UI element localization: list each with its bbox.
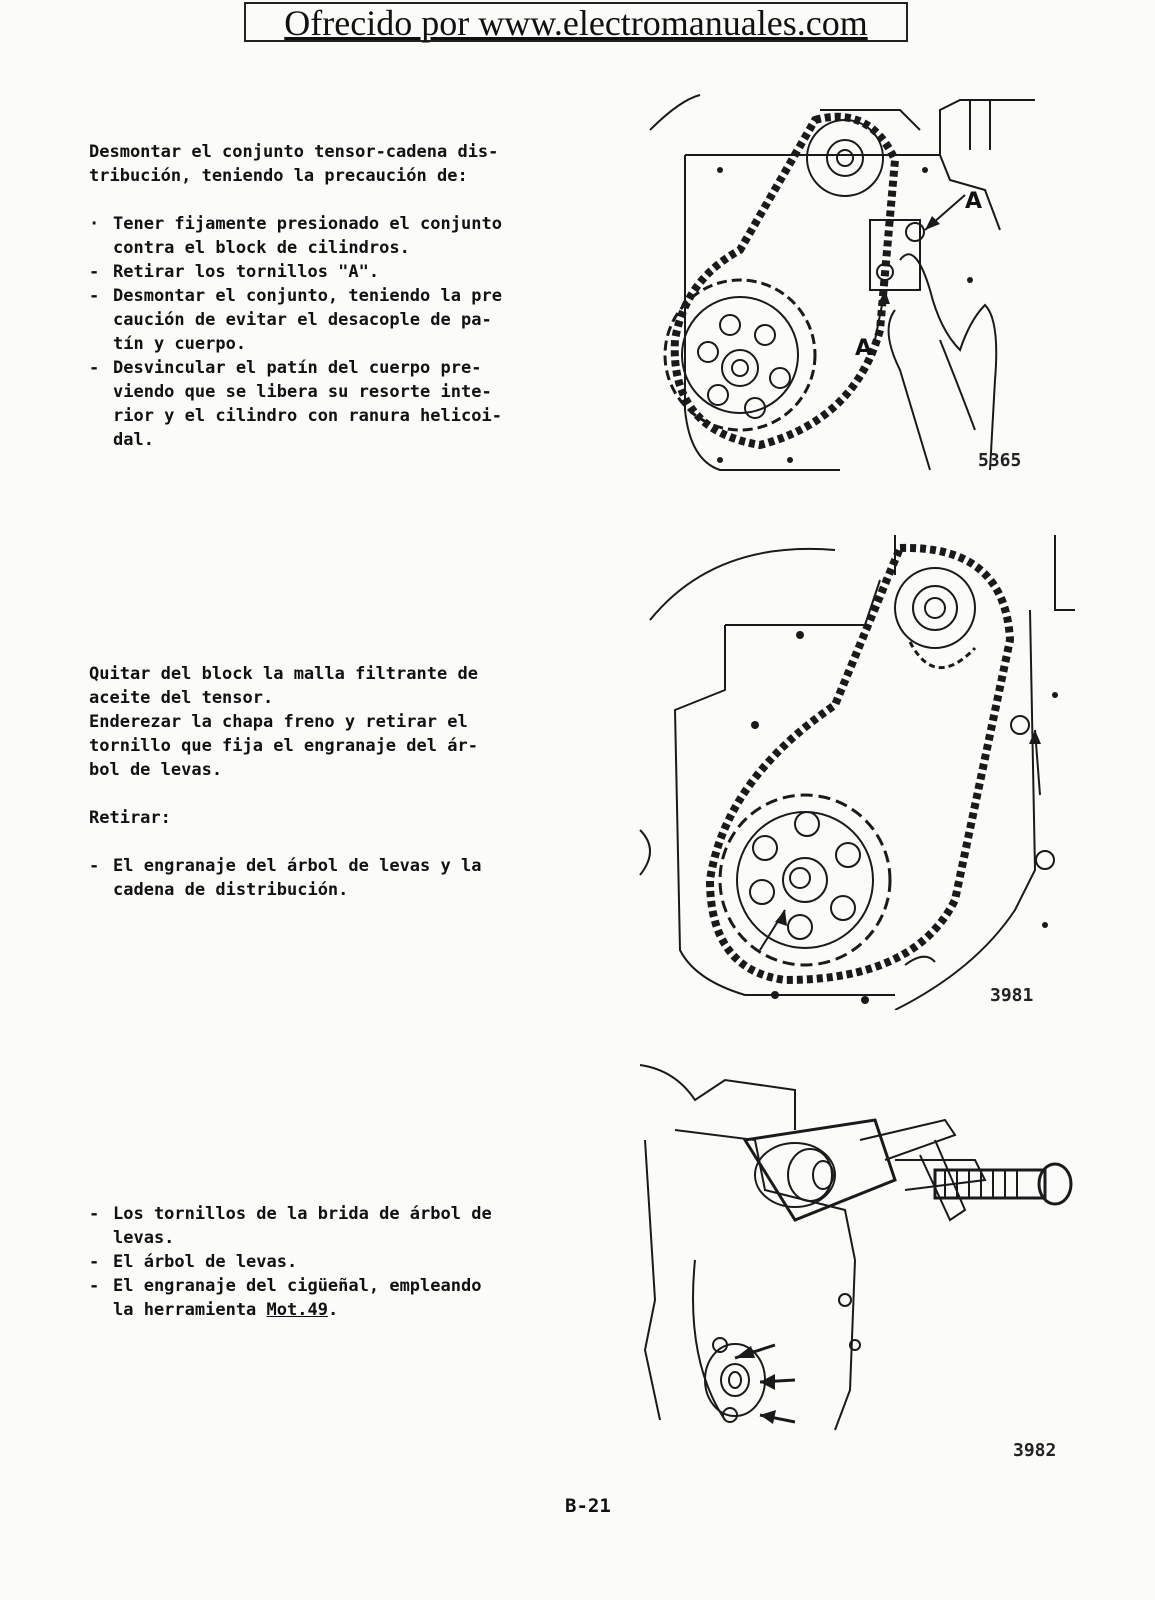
header-text: Ofrecido por www.electromanuales.com: [284, 3, 868, 43]
bullet: -: [89, 1204, 100, 1224]
bullet: -: [89, 856, 100, 876]
section-2-para-1-line-2: aceite del tensor.: [89, 688, 274, 708]
list-item-line: Tener fijamente presionado el conjunto: [113, 214, 502, 234]
list-item-line: El engranaje del cigüeñal, empleando: [113, 1276, 482, 1296]
figure-2: [635, 530, 1080, 1010]
figure-number: 3982: [1013, 1440, 1057, 1461]
list-item-line: caución de evitar el desacople de pa-: [113, 310, 492, 330]
bullet: -: [89, 358, 100, 378]
list-item-line: dal.: [113, 430, 154, 450]
figure-1: [640, 90, 1040, 480]
list-item-line: tín y cuerpo.: [113, 334, 247, 354]
list-item-line: Desmontar el conjunto, teniendo la pre: [113, 286, 502, 306]
list-item: [89, 854, 569, 902]
label-a-top: A: [965, 189, 983, 214]
list-item-line: viendo que se libera su resorte inte-: [113, 382, 492, 402]
section-2-para-1-line-1: Quitar del block la malla filtrante de: [89, 664, 478, 684]
label-a-bottom: A: [855, 336, 873, 361]
list-item-line: rior y el cilindro con ranura helicoi-: [113, 406, 502, 426]
timing-chain-tensor-illustration-icon: [640, 90, 1040, 480]
list-item: [89, 1202, 569, 1250]
section-1-intro-line-2: tribución, teniendo la precaución de:: [89, 166, 468, 186]
list-item-line: [113, 1298, 569, 1322]
section-2-para-2-line-3: bol de levas.: [89, 760, 223, 780]
list-item-line: levas.: [113, 1228, 175, 1248]
figure-number: 5365: [978, 450, 1022, 471]
bullet: -: [89, 286, 100, 306]
page-number: B-21: [565, 1495, 611, 1517]
header-banner: [244, 2, 908, 42]
list-item: [89, 260, 569, 284]
tool-suffix: .: [327, 1300, 339, 1320]
list-item-line: cadena de distribución.: [113, 880, 349, 900]
bullet: -: [89, 1252, 100, 1272]
crankshaft-gear-puller-illustration-icon: [635, 1060, 1080, 1440]
tool-prefix: la herramienta: [113, 1300, 267, 1320]
camshaft-gear-chain-illustration-icon: [635, 530, 1080, 1010]
list-item-line: Los tornillos de la brida de árbol de: [113, 1204, 492, 1224]
list-item: [89, 1250, 569, 1274]
section-2-text: [89, 662, 569, 902]
bullet: ·: [89, 214, 100, 234]
section-2-para-2-line-2: tornillo que fija el engranaje del ár-: [89, 736, 478, 756]
list-item-line: contra el block de cilindros.: [113, 238, 410, 258]
bullet: -: [89, 1276, 100, 1296]
section-1-intro-line-1: Desmontar el conjunto tensor-cadena dis-: [89, 142, 499, 162]
list-item-line: El engranaje del árbol de levas y la: [113, 856, 482, 876]
bullet: -: [89, 262, 100, 282]
section-2-retirar: Retirar:: [89, 808, 171, 828]
list-item-line: El árbol de levas.: [113, 1252, 298, 1272]
list-item: [89, 284, 569, 356]
list-item-line: Retirar los tornillos "A".: [113, 262, 380, 282]
list-item-line: Desvincular el patín del cuerpo pre-: [113, 358, 482, 378]
list-item: [89, 356, 569, 452]
tool-reference: Mot.49: [266, 1300, 328, 1320]
section-3-text: [89, 1202, 569, 1322]
list-item: [89, 212, 569, 260]
section-2-para-2-line-1: Enderezar la chapa freno y retirar el: [89, 712, 468, 732]
figure-3: [635, 1060, 1080, 1461]
list-item: [89, 1274, 569, 1322]
section-1-text: [89, 140, 569, 452]
figure-number: 3981: [990, 985, 1034, 1006]
